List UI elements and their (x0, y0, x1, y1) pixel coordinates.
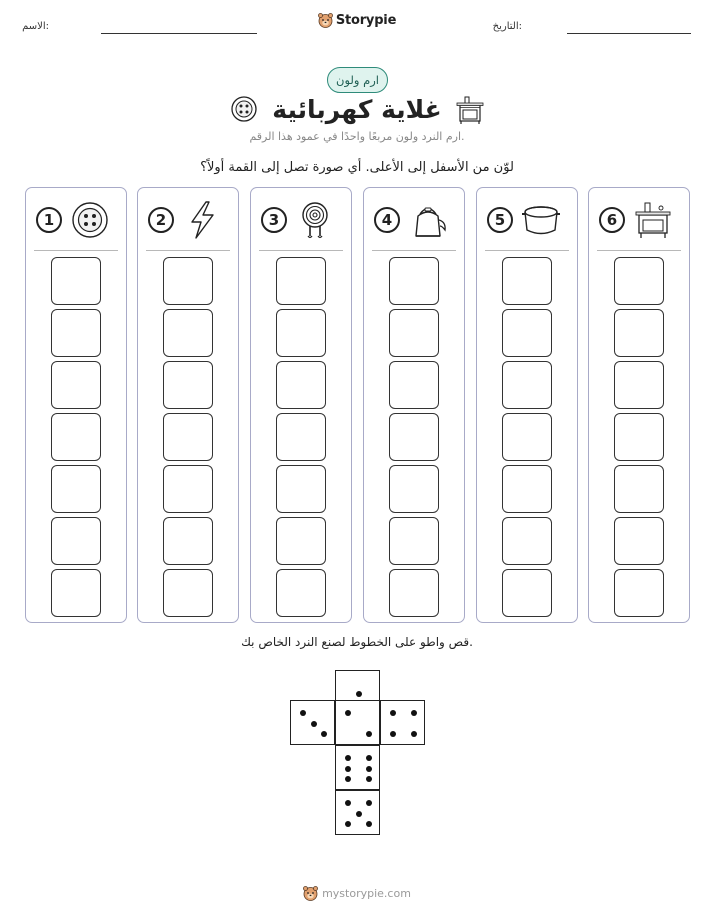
button-icon (70, 200, 110, 240)
color-box[interactable] (276, 257, 326, 305)
color-box[interactable] (614, 257, 664, 305)
color-box[interactable] (163, 465, 213, 513)
lightning-icon (182, 200, 222, 240)
color-box[interactable] (276, 309, 326, 357)
pot-icon (521, 200, 561, 240)
die-pip (366, 731, 372, 737)
color-box[interactable] (614, 413, 664, 461)
color-box[interactable] (163, 361, 213, 409)
color-box[interactable] (502, 569, 552, 617)
die-pip (366, 766, 372, 772)
color-box[interactable] (276, 465, 326, 513)
page-title: غلاية كهربائية (272, 94, 442, 124)
column-divider (34, 250, 118, 251)
date-label: التاريخ: (492, 21, 522, 32)
die-pip (300, 710, 306, 716)
color-box[interactable] (502, 257, 552, 305)
game-type-badge: ارم ولون (327, 67, 388, 93)
column-6 (588, 187, 690, 623)
color-box[interactable] (502, 413, 552, 461)
die-face-3 (290, 700, 335, 745)
column-divider (146, 250, 230, 251)
color-box[interactable] (502, 517, 552, 565)
column-5 (476, 187, 578, 623)
column-divider (259, 250, 343, 251)
die-face-5 (335, 790, 380, 835)
die-pip (366, 821, 372, 827)
color-box[interactable] (389, 569, 439, 617)
kettle-icon (408, 200, 448, 240)
color-box[interactable] (163, 517, 213, 565)
column-2 (137, 187, 239, 623)
die-pip (356, 691, 362, 697)
color-box[interactable] (51, 309, 101, 357)
color-box[interactable] (389, 413, 439, 461)
color-box[interactable] (163, 569, 213, 617)
color-box[interactable] (389, 309, 439, 357)
title-row (0, 91, 714, 127)
color-box[interactable] (614, 517, 664, 565)
column-3 (250, 187, 352, 623)
die-face-2 (335, 700, 380, 745)
color-box[interactable] (389, 465, 439, 513)
color-box[interactable] (389, 361, 439, 409)
die-pip (345, 710, 351, 716)
color-box[interactable] (614, 361, 664, 409)
color-box[interactable] (614, 309, 664, 357)
column-divider (597, 250, 681, 251)
die-pip (366, 800, 372, 806)
color-box[interactable] (502, 361, 552, 409)
color-box[interactable] (389, 517, 439, 565)
die-pip (345, 755, 351, 761)
date-line (567, 33, 691, 34)
stove-icon (633, 200, 673, 240)
column-number: 1 (36, 207, 62, 233)
color-box[interactable] (51, 257, 101, 305)
color-box[interactable] (502, 309, 552, 357)
color-box[interactable] (276, 361, 326, 409)
color-box[interactable] (51, 413, 101, 461)
footer-url: mystorypie.com (322, 886, 411, 900)
color-box[interactable] (614, 465, 664, 513)
column-number: 6 (599, 207, 625, 233)
column-number: 3 (261, 207, 287, 233)
die-pip (345, 776, 351, 782)
die-pip (366, 776, 372, 782)
die-pip (356, 811, 362, 817)
die-pip (345, 766, 351, 772)
color-box[interactable] (276, 517, 326, 565)
die-pip (390, 710, 396, 716)
stove-icon (456, 93, 484, 125)
brand-name: Storypie (335, 12, 397, 28)
coil-icon (295, 200, 335, 240)
color-box[interactable] (276, 569, 326, 617)
name-line (101, 33, 257, 34)
color-box[interactable] (389, 257, 439, 305)
die-face-6 (335, 745, 380, 790)
color-box[interactable] (163, 309, 213, 357)
column-number: 5 (487, 207, 513, 233)
die-face-4 (380, 700, 425, 745)
footer (0, 885, 714, 901)
die-pip (411, 710, 417, 716)
color-box[interactable] (51, 569, 101, 617)
color-box[interactable] (163, 257, 213, 305)
column-divider (372, 250, 456, 251)
subtitle: ارم النرد ولون مربعًا واحدًا في عمود هذا الرقم. (249, 130, 465, 143)
column-number: 4 (374, 207, 400, 233)
name-label: الاسم: (22, 21, 49, 32)
color-box[interactable] (276, 413, 326, 461)
column-1 (25, 187, 127, 623)
storypie-mascot-icon (318, 12, 333, 28)
die-pip (311, 721, 317, 727)
die-pip (411, 731, 417, 737)
column-divider (485, 250, 569, 251)
die-pip (345, 821, 351, 827)
die-pip (390, 731, 396, 737)
column-number: 2 (148, 207, 174, 233)
color-box[interactable] (51, 517, 101, 565)
storypie-mascot-icon (303, 885, 318, 901)
color-box[interactable] (51, 465, 101, 513)
color-box[interactable] (163, 413, 213, 461)
button-icon (230, 95, 258, 123)
color-box[interactable] (502, 465, 552, 513)
cut-instruction: قص واطو على الخطوط لصنع النرد الخاص بك. (241, 635, 473, 649)
brand-logo (0, 12, 714, 28)
column-4 (363, 187, 465, 623)
die-pip (345, 800, 351, 806)
die-pip (366, 755, 372, 761)
color-box[interactable] (614, 569, 664, 617)
instruction: لوّن من الأسفل إلى الأعلى. أي صورة تصل إلى القمة أولاً؟ (200, 160, 514, 175)
color-box[interactable] (51, 361, 101, 409)
die-pip (321, 731, 327, 737)
